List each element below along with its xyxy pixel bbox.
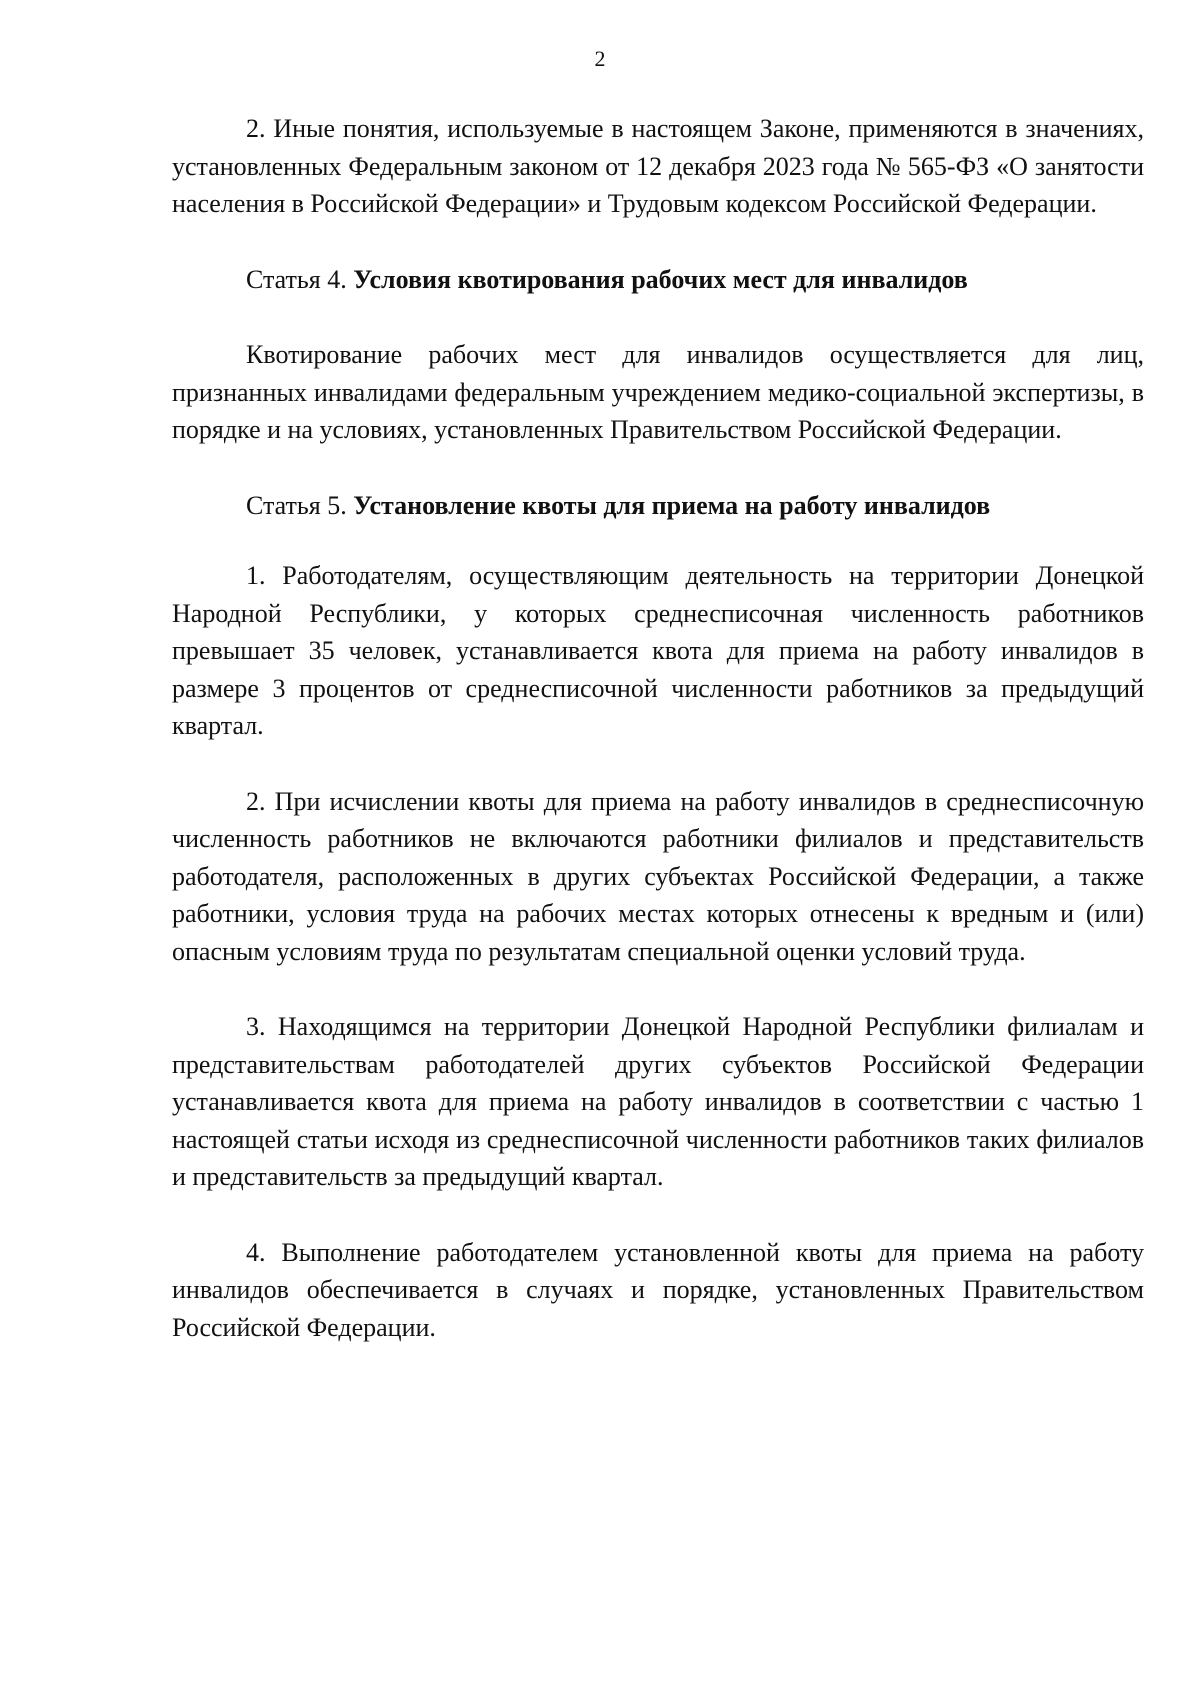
article-5-paragraph-1: 1. Работодателям, осуществляющим деятельность на территории Донецкой Народной Республики, у которых среднесписочная численность работников превышает 35 человек, устанавливается квота для приема на работу инвалидов в размере 3 процентов от среднесписочной численности работников за предыдущий квартал. [172, 561, 1144, 740]
article-5-title: Установление квоты для приема на работу инвалидов [353, 490, 991, 520]
article-5-label: Статья 5. [246, 490, 347, 520]
article-4-paragraph: Квотирование рабочих мест для инвалидов осуществляется для лиц, признанных инвалидами федеральным учреждением медико-социальной экспертизы, в порядке и на условиях, установленных Правительством Российской Федерации. [172, 340, 1144, 444]
article-5-paragraph-2: 2. При исчислении квоты для приема на работу инвалидов в среднесписочную численность работников не включаются работники филиалов и представительств работодателя, расположенных в других субъектах Российской Федерации, а также работники, условия труда на рабочих местах которых отнесены к вредным и (или) опасным условиям труда по результатам специальной оценки условий труда. [172, 786, 1144, 966]
article-4-heading [172, 261, 1144, 299]
article-4-title: Условия квотирования рабочих мест для инвалидов [353, 264, 968, 294]
document-body [172, 110, 1144, 1346]
article-5-paragraph-4: 4. Выполнение работодателем установленной квоты для приема на работу инвалидов обеспечивается в случаях и порядке, установленных Правительством Российской Федерации. [172, 1237, 1144, 1342]
article-3-paragraph-2: 2. Иные понятия, используемые в настоящем Законе, применяются в значениях, установленных Федеральным законом от 12 декабря 2023 года № 565-ФЗ «О занятости населения в Российской Федерации» и Трудовым кодексом Российской Федерации. [172, 114, 1144, 218]
article-4-label: Статья 4. [246, 264, 347, 294]
page-number: 2 [594, 46, 606, 71]
article-5-heading [172, 487, 1144, 525]
article-5-paragraph-3: 3. Находящимся на территории Донецкой Народной Республики филиалам и представительствам работодателей других субъектов Российской Федерации устанавливается квота для приема на работу инвалидов в соответствии с частью 1 настоящей статьи исходя из среднесписочной численности работников таких филиалов и представительств за предыдущий квартал. [172, 1012, 1144, 1191]
